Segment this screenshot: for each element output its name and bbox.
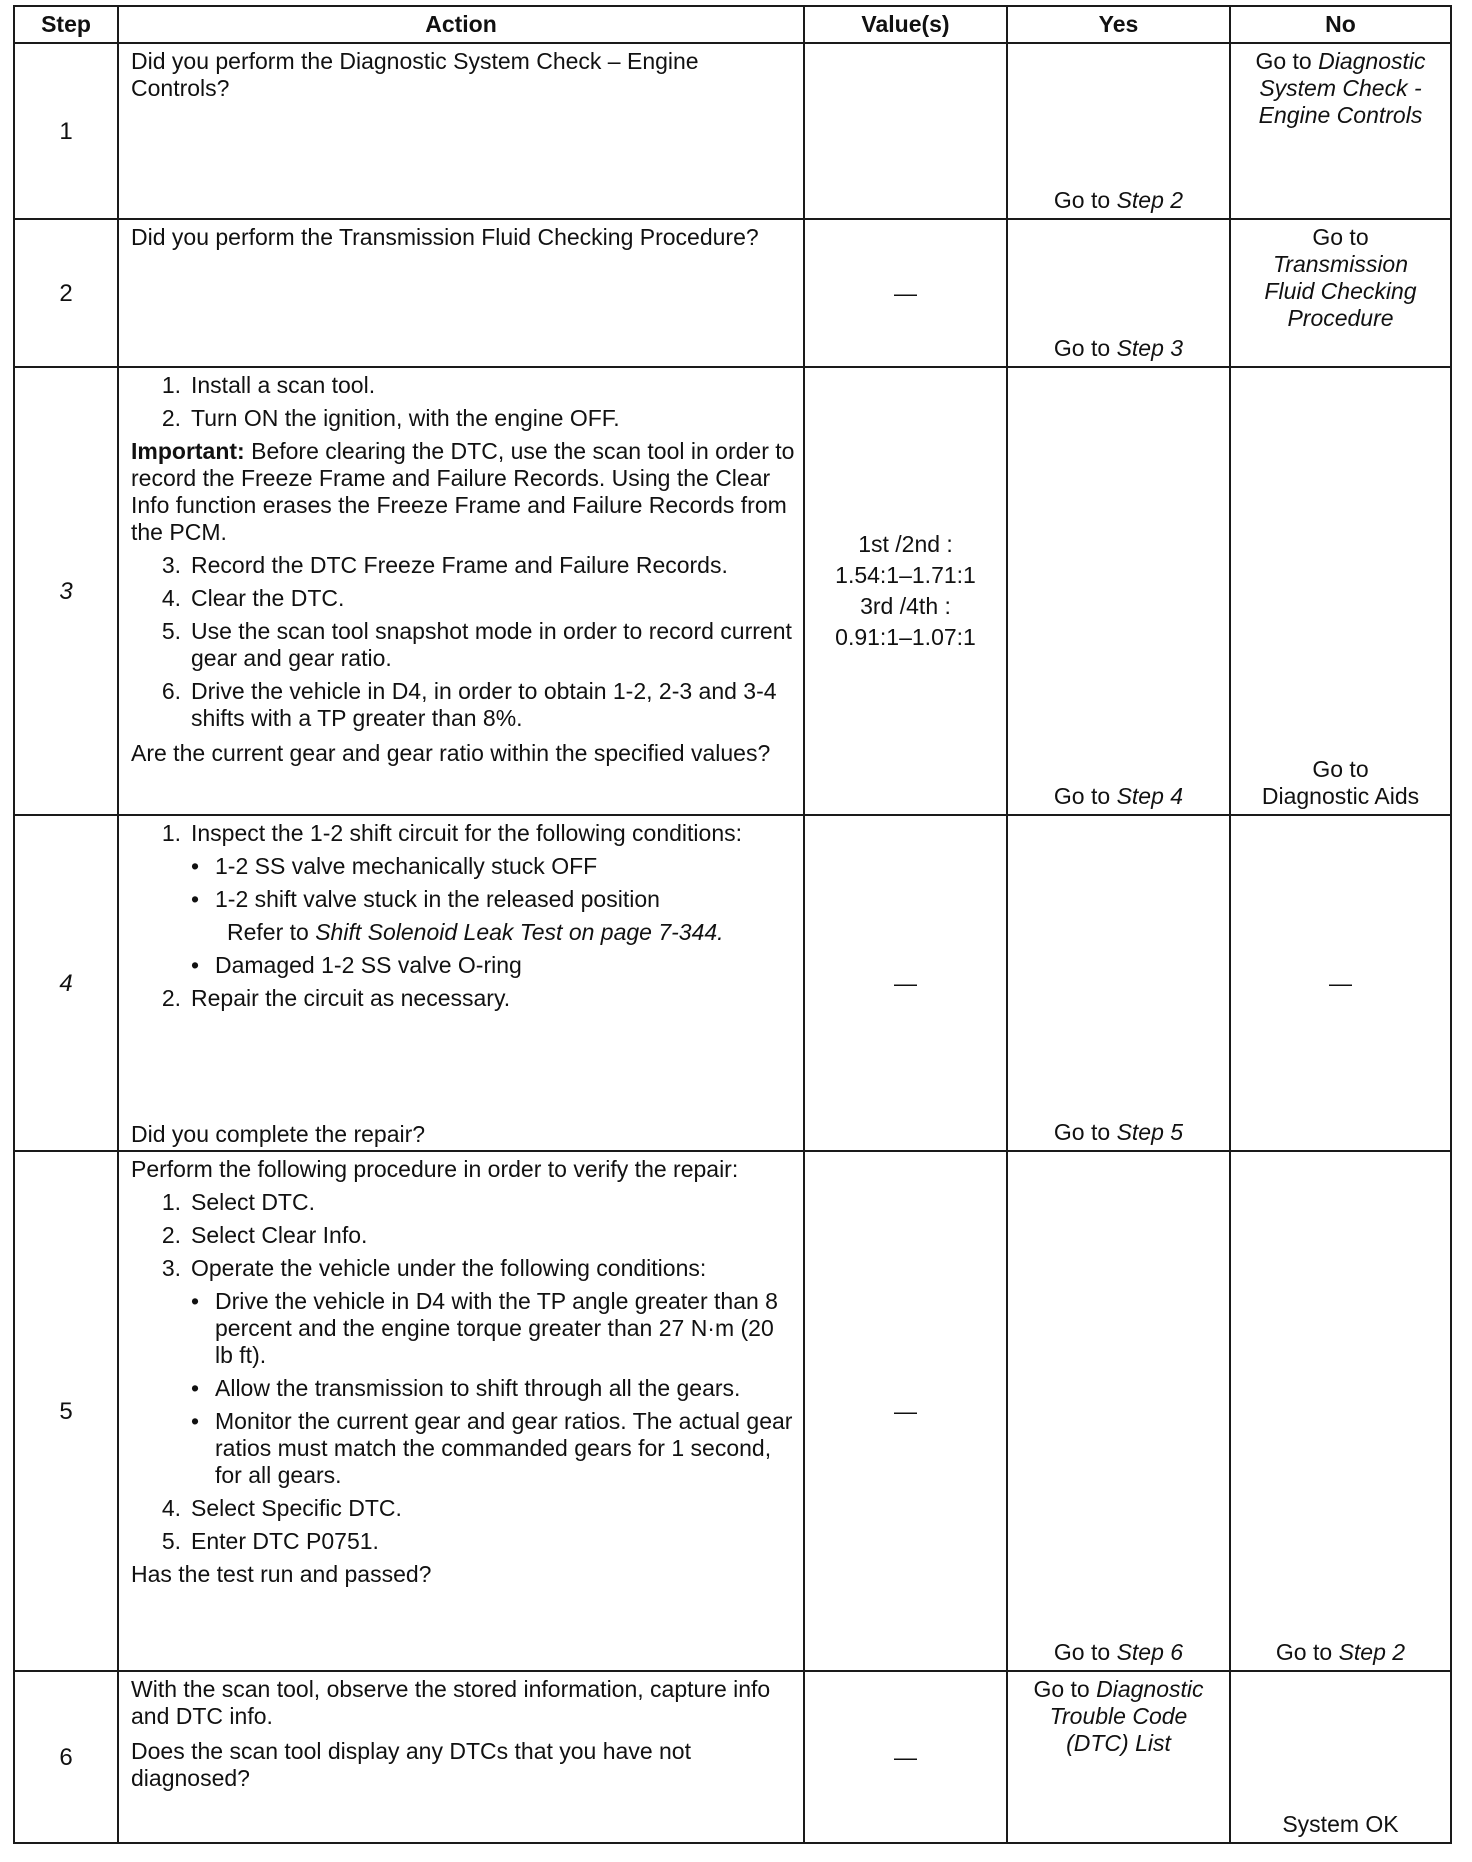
item-number: 3. xyxy=(161,1255,181,1281)
bullet-item xyxy=(191,952,795,979)
action-cell xyxy=(118,219,804,367)
yes-step-ref: Step 6 xyxy=(1116,1639,1184,1665)
value-cell xyxy=(804,1671,1007,1843)
question-text: Does the scan tool display any DTCs that you have not diagnosed? xyxy=(131,1738,691,1791)
table-row xyxy=(14,43,1451,219)
step-number: 6 xyxy=(14,1671,118,1843)
item-number: 4. xyxy=(161,1495,181,1521)
yes-prefix: Go to xyxy=(1033,1676,1097,1702)
item-text: Use the scan tool snapshot mode in order to record current gear and gear ratio. xyxy=(191,618,792,671)
yes-ref: Diagnostic Trouble Code (DTC) List xyxy=(1049,1676,1204,1756)
refer-note xyxy=(227,919,795,946)
item-number: 1. xyxy=(161,372,181,398)
item-number: 3. xyxy=(161,552,181,578)
item-number: 2. xyxy=(161,985,181,1011)
header-action: Action xyxy=(118,6,804,43)
item-text: Select Specific DTC. xyxy=(191,1495,402,1521)
yes-link[interactable] xyxy=(1008,1639,1229,1666)
yes-prefix: Go to xyxy=(1053,783,1117,809)
item-text: Install a scan tool. xyxy=(191,372,376,398)
yes-cell xyxy=(1007,1671,1230,1843)
item-number: 1. xyxy=(161,1189,181,1215)
table-row xyxy=(14,1671,1451,1843)
yes-cell xyxy=(1007,219,1230,367)
value-cell xyxy=(804,1151,1007,1671)
no-cell xyxy=(1230,1671,1451,1843)
item-number: 6. xyxy=(161,678,181,704)
item-number: 2. xyxy=(161,1222,181,1248)
bullet-item xyxy=(191,1408,795,1489)
no-ref: Diagnostic System Check - Engine Controls xyxy=(1258,48,1426,128)
bullet-item xyxy=(191,886,795,913)
item-text: Repair the circuit as necessary. xyxy=(191,985,511,1011)
step-number: 3 xyxy=(14,367,118,815)
action-cell xyxy=(118,367,804,815)
no-prefix: Go to xyxy=(1312,756,1369,782)
yes-link[interactable] xyxy=(1008,335,1229,362)
item-number: 5. xyxy=(161,618,181,644)
bullet-text: Monitor the current gear and gear ratios. The actual gear ratios must match the commanded gears for 1 second, for all gears. xyxy=(215,1408,793,1488)
item-number: 4. xyxy=(161,585,181,611)
refer-link[interactable]: Shift Solenoid Leak Test on page 7-344. xyxy=(315,919,724,945)
value-dash: — xyxy=(894,1397,917,1424)
item-text: Turn ON the ignition, with the engine OFF. xyxy=(191,405,620,431)
list-item xyxy=(131,678,795,732)
value-cell xyxy=(804,367,1007,815)
header-row xyxy=(14,6,1451,43)
header-step: Step xyxy=(14,6,118,43)
bullet-text: 1-2 SS valve mechanically stuck OFF xyxy=(215,853,598,879)
no-cell xyxy=(1230,815,1451,1151)
yes-step-ref: Step 3 xyxy=(1116,335,1184,361)
yes-step-ref: Step 4 xyxy=(1116,783,1184,809)
no-ref: Transmission Fluid Checking Procedure xyxy=(1264,251,1417,331)
table-row xyxy=(14,815,1451,1151)
item-number: 2. xyxy=(161,405,181,431)
yes-link[interactable] xyxy=(1008,783,1229,810)
no-prefix: Go to xyxy=(1312,224,1369,250)
item-text: Record the DTC Freeze Frame and Failure Records. xyxy=(191,552,728,578)
bullet-glyph: • xyxy=(191,1288,200,1314)
list-item xyxy=(131,552,795,579)
no-link[interactable] xyxy=(1231,224,1450,332)
yes-prefix: Go to xyxy=(1053,335,1117,361)
list-item xyxy=(131,1222,795,1249)
no-prefix: Go to xyxy=(1275,1639,1339,1665)
table-row xyxy=(14,219,1451,367)
no-link[interactable] xyxy=(1231,48,1450,129)
no-cell xyxy=(1230,219,1451,367)
no-cell xyxy=(1230,367,1451,815)
table-row xyxy=(14,1151,1451,1671)
bullet-glyph: • xyxy=(191,886,200,912)
list-item xyxy=(131,1528,795,1555)
item-text: Select DTC. xyxy=(191,1189,315,1215)
bullet-text: 1-2 shift valve stuck in the released position xyxy=(215,886,660,912)
list-item xyxy=(131,1189,795,1216)
yes-link[interactable] xyxy=(1008,1676,1229,1757)
header-values: Value(s) xyxy=(804,6,1007,43)
no-cell xyxy=(1230,1151,1451,1671)
table-row xyxy=(14,367,1451,815)
list-item xyxy=(131,1255,795,1282)
no-prefix: Go to xyxy=(1255,48,1319,74)
bullet-text: Allow the transmission to shift through all the gears. xyxy=(215,1375,741,1401)
bullet-glyph: • xyxy=(191,1408,200,1434)
list-item xyxy=(131,1495,795,1522)
value-dash: — xyxy=(894,969,917,996)
list-item xyxy=(131,985,795,1012)
yes-prefix: Go to xyxy=(1053,1639,1117,1665)
value-dash: — xyxy=(1329,969,1352,996)
value-label: 1st /2nd : xyxy=(858,531,953,557)
value-label: 3rd /4th : xyxy=(860,593,951,619)
no-result: System OK xyxy=(1282,1811,1399,1837)
action-text: Did you perform the Transmission Fluid Checking Procedure? xyxy=(131,224,759,250)
refer-prefix: Refer to xyxy=(227,919,316,945)
question-text: Has the test run and passed? xyxy=(131,1561,432,1587)
bullet-item xyxy=(191,1288,795,1369)
action-cell xyxy=(118,1151,804,1671)
list-item xyxy=(131,372,795,399)
list-item xyxy=(131,618,795,672)
important-text: Before clearing the DTC, use the scan tool in order to record the Freeze Frame and Failure Records. Using the Clear Info function erases the Freeze Frame and Failure Records from the PCM. xyxy=(131,438,795,545)
action-cell xyxy=(118,1671,804,1843)
value-cell xyxy=(804,219,1007,367)
step-number: 1 xyxy=(14,43,118,219)
intro-text: Perform the following procedure in order to verify the repair: xyxy=(131,1156,739,1182)
action-cell xyxy=(118,43,804,219)
yes-prefix: Go to xyxy=(1053,1119,1117,1145)
bullet-text: Damaged 1-2 SS valve O-ring xyxy=(215,952,522,978)
value-cell xyxy=(804,43,1007,219)
bullet-glyph: • xyxy=(191,952,200,978)
yes-cell xyxy=(1007,815,1230,1151)
yes-cell xyxy=(1007,367,1230,815)
item-text: Operate the vehicle under the following conditions: xyxy=(191,1255,707,1281)
bullet-glyph: • xyxy=(191,1375,200,1401)
step-number: 4 xyxy=(14,815,118,1151)
item-number: 5. xyxy=(161,1528,181,1554)
item-number: 1. xyxy=(161,820,181,846)
bullet-text: Drive the vehicle in D4 with the TP angle greater than 8 percent and the engine torque greater than 27 N·m (20 lb ft). xyxy=(215,1288,778,1368)
no-link[interactable] xyxy=(1231,756,1450,810)
header-yes: Yes xyxy=(1007,6,1230,43)
yes-cell xyxy=(1007,43,1230,219)
item-text: Enter DTC P0751. xyxy=(191,1528,379,1554)
question-text: Did you complete the repair? xyxy=(131,1121,426,1147)
yes-cell xyxy=(1007,1151,1230,1671)
important-note xyxy=(131,438,795,546)
value-dash: — xyxy=(894,1743,917,1770)
list-item xyxy=(131,585,795,612)
value-range: 0.91:1–1.07:1 xyxy=(835,624,976,650)
yes-step-ref: Step 5 xyxy=(1116,1119,1184,1145)
value-range: 1.54:1–1.71:1 xyxy=(835,562,976,588)
bullet-item xyxy=(191,1375,795,1402)
no-ref: Step 2 xyxy=(1338,1639,1406,1665)
action-text: Did you perform the Diagnostic System Check – Engine Controls? xyxy=(131,48,699,101)
item-text: Drive the vehicle in D4, in order to obtain 1-2, 2-3 and 3-4 shifts with a TP greater than 8%. xyxy=(191,678,777,731)
no-ref: Diagnostic Aids xyxy=(1261,783,1420,809)
list-item xyxy=(131,405,795,432)
step-number: 2 xyxy=(14,219,118,367)
yes-prefix: Go to xyxy=(1053,187,1117,213)
bullet-glyph: • xyxy=(191,853,200,879)
value-cell xyxy=(804,815,1007,1151)
list-item xyxy=(131,820,795,847)
item-text: Inspect the 1-2 shift circuit for the following conditions: xyxy=(191,820,743,846)
action-text: With the scan tool, observe the stored information, capture info and DTC info. xyxy=(131,1676,771,1729)
step-number: 5 xyxy=(14,1151,118,1671)
diagnostic-table xyxy=(13,5,1452,1844)
action-cell xyxy=(118,815,804,1151)
yes-link[interactable] xyxy=(1008,187,1229,214)
no-cell xyxy=(1230,43,1451,219)
value-dash: — xyxy=(894,279,917,306)
question-text: Are the current gear and gear ratio within the specified values? xyxy=(131,740,771,766)
item-text: Clear the DTC. xyxy=(191,585,345,611)
item-text: Select Clear Info. xyxy=(191,1222,368,1248)
header-no: No xyxy=(1230,6,1451,43)
bullet-item xyxy=(191,853,795,880)
yes-link[interactable] xyxy=(1008,1119,1229,1146)
no-link[interactable] xyxy=(1231,1639,1450,1666)
important-label: Important: xyxy=(131,438,245,464)
yes-step-ref: Step 2 xyxy=(1116,187,1184,213)
